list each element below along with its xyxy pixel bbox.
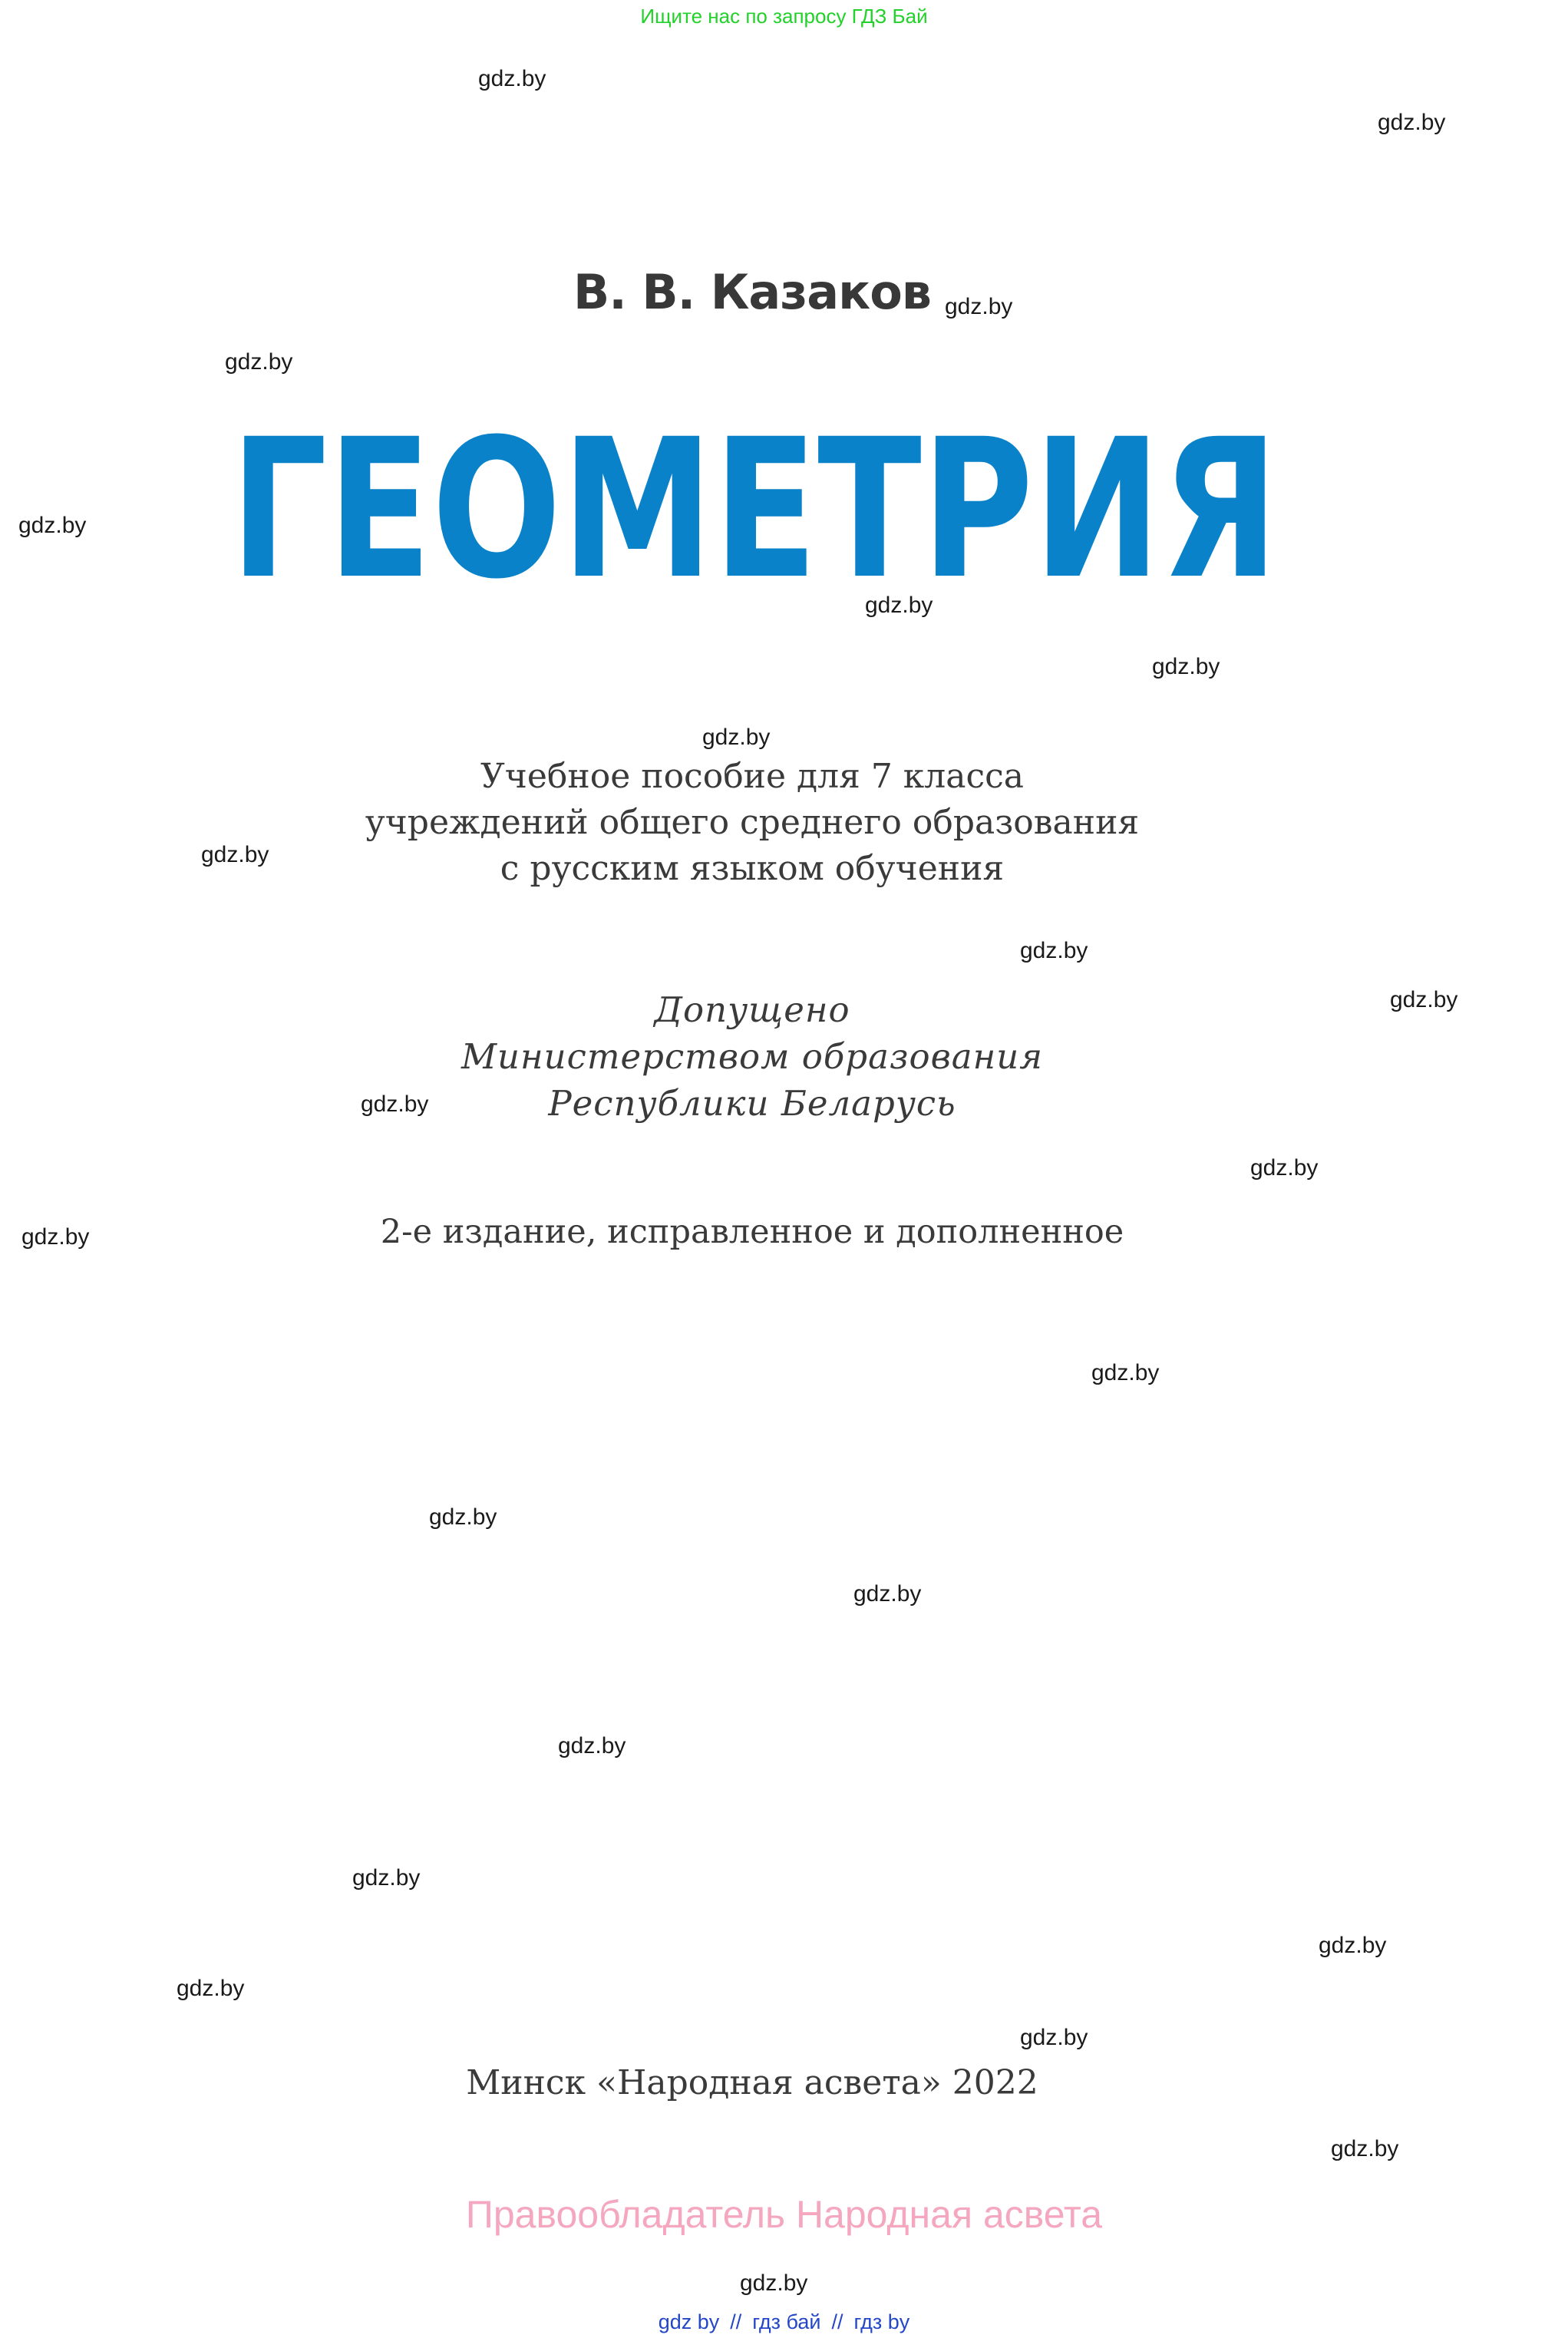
watermark: gdz.by [201,842,269,867]
approval-line: Республики Беларусь [548,1083,956,1124]
watermark: gdz.by [478,66,546,91]
watermark: gdz.by [1091,1360,1160,1385]
footer-link-gdz-by[interactable]: gdz by [658,2310,720,2333]
subtitle-line: с русским языком обучения [500,849,1005,888]
footer-link-gdz-bai[interactable]: гдз бай [752,2310,821,2333]
watermark: gdz.by [21,1224,90,1250]
watermark: gdz.by [177,1976,245,2001]
watermark: gdz.by [1319,1933,1387,1958]
footer-separator: // [831,2310,843,2333]
watermark: gdz.by [1331,2136,1399,2161]
watermark: gdz.by [1250,1155,1319,1181]
watermark: gdz.by [352,1865,421,1891]
watermark: gdz.by [361,1091,429,1117]
watermark: gdz.by [1020,2025,1088,2050]
subtitle-block [0,754,1504,892]
subtitle-line: учреждений общего среднего образования [365,803,1140,842]
watermark: gdz.by [740,2270,808,2296]
watermark: gdz.by [1378,110,1446,135]
watermark: gdz.by [1020,938,1088,963]
publisher-imprint: Минск «Народная асвета» 2022 [466,2063,1038,2102]
approval-line: Допущено [654,989,850,1030]
watermark: gdz.by [853,1581,922,1607]
book-title-svg [230,414,1279,606]
book-title-text: ГЕОМЕТРИЯ [230,414,1279,606]
watermark: gdz.by [18,513,87,538]
watermark: gdz.by [865,593,933,618]
top-banner: Ищите нас по запросу ГДЗ Бай [640,5,928,28]
watermark: gdz.by [945,294,1013,319]
watermark: gdz.by [225,349,293,375]
edition-note: 2-е издание, исправленное и дополненное [380,1213,1124,1251]
subtitle-line: Учебное пособие для 7 класса [480,757,1025,796]
approval-line: Министерством образования [460,1036,1044,1077]
footer-link-gdz-by-cyr[interactable]: гдз by [853,2310,910,2333]
footer-links [0,2310,1568,2334]
footer-separator: // [730,2310,742,2333]
watermark: gdz.by [1152,654,1220,679]
watermark: gdz.by [1390,987,1458,1012]
book-title [230,414,1279,606]
copyright-notice: Правообладатель Народная асвета [465,2193,1103,2236]
watermark: gdz.by [702,725,771,750]
watermark: gdz.by [558,1733,626,1758]
watermark: gdz.by [429,1504,497,1530]
author-name: В. В. Казаков [573,264,932,320]
approval-block [0,986,1504,1127]
